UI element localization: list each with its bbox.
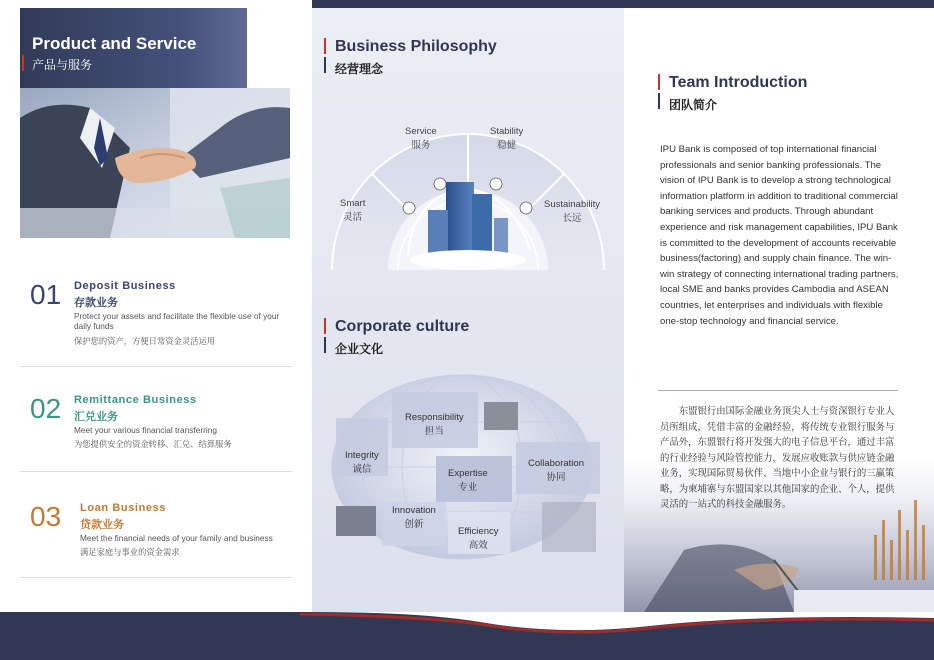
service-item	[20, 394, 292, 464]
team-body-cn: 东盟银行由国际金融业务顶尖人士与资深银行专业人员所组成，凭借丰富的金融经验，将传统专业银行服务与产品外，东盟银行将开发强大的电子信息平台，通过丰富的行业经验与风险管控能力，发展应收账款与供应链金融业务，实现国际贸易伙伴、当地中小企业与银行的三赢策略，为柬埔寨与东盟国家以其他国家的企业、个人，提供灵活的一站式的科技金融服务。	[660, 406, 895, 510]
value-cn: 长远	[562, 213, 582, 224]
culture-value	[392, 505, 436, 530]
bottom-wave-band	[0, 612, 934, 660]
service-item	[20, 502, 292, 578]
products-subtitle: 产品与服务	[32, 58, 93, 72]
value-cn: 灵活	[343, 212, 363, 223]
culture-value	[528, 458, 584, 483]
team-body-en: IPU Bank is composed of top international financial professionals and senior banking professionals. The vision of IPU Bank is to develop a strong technological information platform in addition to traditional commercial banking services and products. Through abundant experience and risk management capabilities, IPU Bank is committed to the development of accounts receivable business(factoring) and supply chain finance. The win-win strategy of connecting international trading partners, local SME and banks provides Cambodia and ASEAN countries, let enterprises and individuals with flexible one-stop technology and financial service.	[660, 144, 899, 327]
value-en: Collaboration	[528, 458, 584, 469]
philosophy-subtitle: 经营理念	[335, 62, 384, 76]
value-en: Integrity	[345, 450, 379, 461]
philosophy-value	[544, 199, 600, 224]
value-en: Innovation	[392, 505, 436, 516]
value-en: Efficiency	[458, 526, 499, 537]
philosophy-value	[340, 198, 365, 223]
service-name-en: Remittance Business	[74, 394, 197, 406]
service-number: 02	[30, 393, 62, 424]
service-name-en: Loan Business	[80, 502, 167, 514]
value-cn: 协同	[546, 472, 566, 483]
culture-value	[458, 526, 498, 551]
culture-value	[345, 450, 379, 475]
philosophy-accent-dark	[324, 57, 326, 73]
culture-subtitle: 企业文化	[335, 342, 384, 356]
value-en: Smart	[340, 198, 366, 209]
culture-accent-dark	[324, 337, 326, 353]
culture-title: Corporate culture	[335, 318, 470, 335]
service-name-cn: 贷款业务	[80, 519, 124, 531]
service-desc-en: Meet your various financial transferring	[74, 425, 217, 435]
value-cn: 高效	[468, 540, 488, 551]
philosophy-arc-diagram	[312, 110, 624, 280]
value-en: Stability	[490, 126, 524, 137]
service-desc-en: Protect your assets and facilitate the flexible use of your daily funds	[74, 311, 280, 331]
philosophy-value	[490, 126, 523, 151]
value-cn: 专业	[458, 482, 478, 493]
value-en: Sustainability	[544, 199, 600, 210]
divider	[20, 577, 292, 578]
value-cn: 服务	[411, 140, 431, 151]
service-number: 01	[30, 279, 62, 310]
handshake-photo	[20, 88, 290, 238]
value-en: Expertise	[448, 468, 488, 479]
products-title: Product and Service	[32, 34, 197, 53]
value-cn: 担当	[424, 426, 444, 437]
value-cn: 诚信	[352, 464, 372, 475]
divider	[20, 471, 292, 472]
service-name-en: Deposit Business	[74, 280, 176, 292]
service-number: 03	[30, 501, 62, 532]
philosophy-value	[405, 126, 437, 151]
team-accent-dark	[658, 93, 660, 109]
value-cn: 稳健	[497, 140, 517, 151]
products-title-accent	[22, 55, 24, 71]
service-desc-en: Meet the financial needs of your family and business	[80, 533, 273, 543]
team-accent	[658, 74, 660, 90]
service-desc-cn: 保护您的资产，方便日常资金灵活运用	[74, 336, 216, 346]
value-en: Service	[405, 126, 437, 137]
culture-value	[405, 412, 464, 437]
team-title: Team Introduction	[669, 74, 808, 91]
service-desc-cn: 为您提供安全的资金转移、汇兑、结算服务	[74, 439, 232, 449]
culture-value	[448, 468, 488, 493]
philosophy-accent	[324, 38, 326, 54]
value-en: Responsibility	[405, 412, 464, 423]
divider	[20, 366, 292, 367]
service-desc-cn: 满足家庭与事业的资金需求	[80, 547, 180, 557]
service-item	[20, 280, 292, 356]
team-subtitle: 团队简介	[669, 98, 718, 112]
culture-accent	[324, 318, 326, 334]
value-cn: 创新	[404, 519, 424, 530]
service-name-cn: 汇兑业务	[74, 411, 118, 423]
philosophy-title: Business Philosophy	[335, 38, 497, 55]
divider	[658, 390, 898, 391]
service-name-cn: 存款业务	[74, 297, 118, 309]
